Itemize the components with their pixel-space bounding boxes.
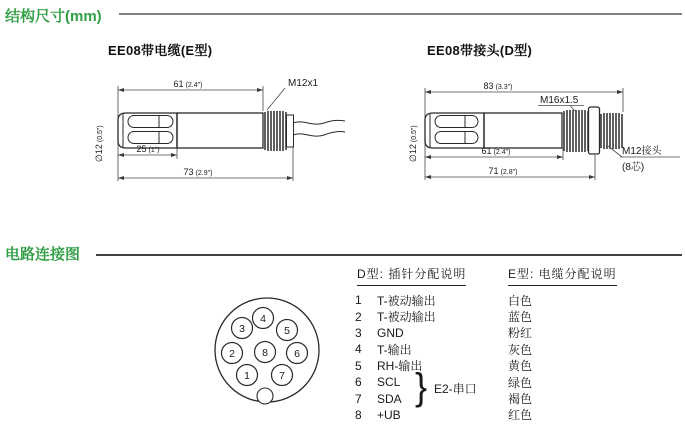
connector-pin-label: 7 — [279, 369, 285, 382]
e2-bracket-label: E2-串口 — [434, 382, 477, 396]
pin-table-row — [355, 358, 683, 374]
dim-25-label: 25 (1") — [136, 144, 160, 154]
thread-m16-label: M16x1.5 — [540, 95, 579, 106]
pin-table-headers — [355, 263, 683, 292]
pin-number: 1 — [355, 293, 362, 308]
thread-m12-connector — [601, 113, 622, 149]
pin-table-row — [355, 407, 683, 423]
connector-pins — [222, 308, 308, 386]
dim-diameter-label: ∅12(0.5") — [408, 125, 418, 162]
drawing-title-d-type: EE08带接头(D型) — [427, 43, 533, 58]
thread-m12 — [265, 111, 286, 151]
pin-signal: RH-输出 — [377, 359, 423, 374]
connector-pin-label: 8 — [262, 346, 268, 359]
section-title-structure: 结构尺寸(mm) — [5, 8, 102, 25]
connector-pin-label: 4 — [260, 312, 266, 325]
pin-table-row — [355, 374, 683, 390]
pin-number: 7 — [355, 391, 362, 406]
wire-color: 灰色 — [508, 342, 533, 357]
drawing-title-e-type: EE08带电缆(E型) — [108, 43, 213, 58]
pin-signal: T-输出 — [377, 342, 412, 357]
connector-flange — [589, 107, 600, 154]
connector-pin-label: 5 — [284, 324, 290, 337]
filter-slot-bottom — [128, 132, 173, 144]
connector-keyway-notch — [257, 388, 273, 404]
pin-table-row — [355, 341, 683, 357]
thread-m12x1-label: M12x1 — [288, 78, 319, 89]
pin-signal: +UB — [377, 407, 401, 422]
probe-body — [484, 113, 562, 148]
wire-color: 蓝色 — [508, 310, 533, 325]
dim-61-label: 61 (2.4") — [481, 146, 511, 156]
pin-table-row — [355, 390, 683, 406]
header-e-type: E型: 电缆分配说明 — [508, 265, 617, 286]
pin-number: 5 — [355, 358, 362, 373]
drawing-e-type-probe — [88, 70, 348, 190]
section-title-circuit: 电路连接图 — [5, 246, 81, 263]
pin-table-row — [355, 292, 683, 308]
pin-number: 3 — [355, 325, 362, 340]
wire-color: 褐色 — [508, 392, 533, 407]
circuit-section-rule — [96, 254, 682, 256]
leader-m12-connector — [608, 146, 622, 157]
pin-assignment-table — [355, 263, 683, 423]
pin-table-rows — [355, 292, 683, 423]
pin-table-row — [355, 308, 683, 324]
thread-m16 — [564, 110, 588, 152]
pin-table-row — [355, 325, 683, 341]
dim-61-label: 61 (2.4") — [173, 79, 203, 89]
pin-number: 8 — [355, 407, 362, 422]
pin-signal: SCL — [377, 375, 401, 390]
drawing-d-type-probe — [408, 70, 685, 190]
dim-71-label: 71 (2.8") — [488, 166, 518, 176]
m12-connector-cores-label: (8芯) — [622, 162, 645, 173]
pin-signal: T-被动输出 — [377, 310, 436, 325]
pin-number: 6 — [355, 375, 362, 390]
wire-color: 绿色 — [508, 375, 533, 390]
cable-line — [293, 120, 345, 124]
connector-pin-label: 6 — [294, 347, 300, 360]
filter-slot-top — [128, 116, 173, 128]
pin-number: 2 — [355, 309, 362, 324]
structure-section-rule — [119, 13, 682, 15]
filter-slot-bottom — [435, 132, 478, 144]
connector-pin-label: 2 — [229, 347, 235, 360]
wire-color: 白色 — [508, 293, 533, 308]
wire-color: 红色 — [508, 408, 533, 423]
cable-collar — [287, 115, 294, 147]
m12-connector-label: M12接头 — [622, 146, 662, 157]
filter-slot-top — [435, 116, 478, 128]
leader-m12x1 — [267, 88, 285, 110]
wire-color: 黄色 — [508, 359, 533, 374]
pin-number: 4 — [355, 342, 362, 357]
pin-signal: GND — [377, 325, 404, 340]
connector-pin-label: 1 — [244, 369, 250, 382]
dim-83-label: 83 (3.3") — [483, 81, 513, 91]
header-d-type: D型: 插针分配说明 — [357, 265, 466, 286]
dim-73-label: 73 (2.9") — [183, 167, 213, 177]
probe-cap — [118, 113, 177, 148]
probe-body — [177, 113, 263, 148]
dim-diameter-label: ∅12(0.5") — [94, 125, 104, 162]
connector-pin-label: 3 — [239, 322, 245, 335]
pin-signal: SDA — [377, 391, 402, 406]
wire-color: 粉红 — [508, 326, 533, 341]
cable-line — [293, 132, 345, 137]
pin-signal: T-被动输出 — [377, 293, 436, 308]
e2-bracket-brace: } — [415, 364, 428, 408]
connector-pinout-diagram — [210, 292, 330, 432]
